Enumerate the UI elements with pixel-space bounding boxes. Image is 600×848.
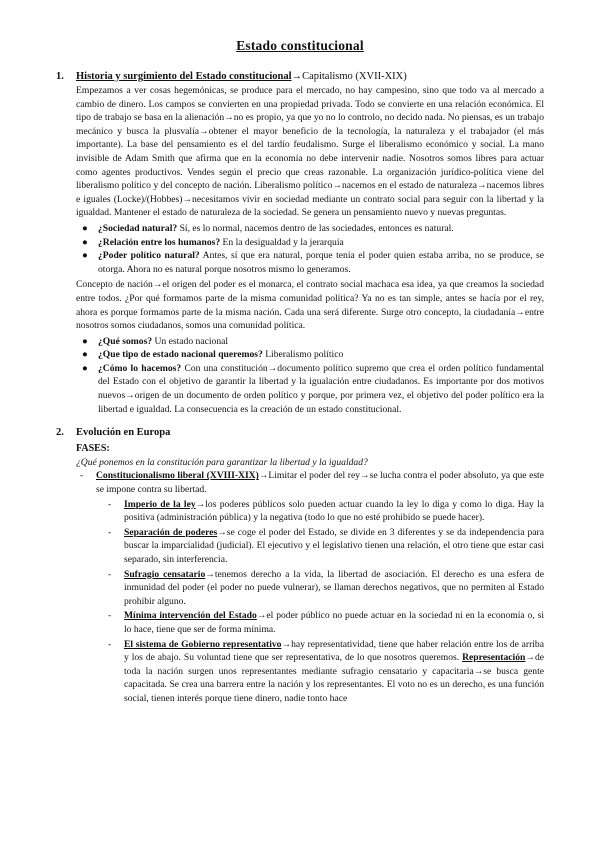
subitem-sufragio-censatario: - Sufragio censatario→tenemos derecho a la vida, la libertad de asociación. El derecho es una esfera de inmunidad del poder (el poder no puede vulnerar), se llaman derechos negativos, que no permiten al Estado prohibir alguno. (108, 568, 544, 607)
section-1-number: 1. (56, 71, 64, 82)
dash-marker: - (108, 568, 112, 580)
section-2-heading (56, 426, 544, 440)
section-1-title-tail: →Capitalismo (XVII-XIX) (291, 71, 407, 82)
section-1-heading (56, 70, 544, 84)
bullet-icon: ● (82, 349, 88, 361)
list-item: ● ¿Cómo lo hacemos? Con una constitución→documento político supremo que crea el orden político fundamental del Estado con el objetivo de garantir la libertad y la igualación entre ciudadanos. Es importante por dos motivos nuevos→origen de un documento de orden político y porque, por primera vez, el objetivo del poder político era la libertad e igualdad. La consecuencia es la creación de un estado constitucional. (82, 362, 544, 415)
dash-marker: - (108, 638, 112, 650)
list-item: ● ¿Qué somos? Un estado nacional (82, 335, 229, 347)
bullet-icon: ● (82, 222, 88, 234)
bullet-icon: ● (82, 250, 88, 262)
section-2-number: 2. (56, 427, 64, 439)
bullet-icon: ● (82, 362, 88, 374)
subitem-imperio-ley: - Imperio de la ley→los poderes públicos solo pueden actuar cuando la ley lo diga y como lo diga. Hay la positiva (administración pública) y la negativa (todo lo que no esté prohibido se puede hacer). (108, 498, 544, 524)
bullet-icon: ● (82, 335, 88, 347)
list-item: ● ¿Poder político natural? Antes, sí que era natural, porque tenía el poder quien estaba arriba, no se produce, se otorga. Ahora no es natural porque nosotros mismo lo generamos. (82, 250, 544, 275)
phase-item-liberal: - Constitucionalismo liberal (XVIII-XIX)→Limitar el poder del rey→se lucha contra el poder absoluto, ya que este se impone contra su libertad. (80, 470, 544, 496)
subitem-minima-intervencion: - Mínima intervención del Estado→el poder público no puede actuar en la sociedad ni en la economía o, si lo hace, tiene que ser de forma mínima. (108, 610, 544, 635)
section-2-title: Evolución en Europa (76, 427, 171, 439)
section-2-question: ¿Qué ponemos en la constitución para garantizar la libertad y la igualdad? (76, 456, 368, 468)
dash-marker: - (108, 526, 112, 538)
list-item: ● ¿Que tipo de estado nacional queremos? Liberalismo político (82, 349, 344, 361)
dash-marker: - (108, 610, 112, 622)
fases-label: FASES: (76, 443, 110, 455)
section-1-bullet-list-2 (76, 335, 544, 417)
document-title: Estado constitucional (236, 38, 364, 53)
section-1-bullet-list-1 (76, 222, 544, 276)
section-1-paragraph-2: Concepto de nación→el origen del poder es el monarca, el contrato social machaca esa idea, ya que creamos la sociedad entre todos. ¿Por qué formamos parte de la misma comunidad política? Ya no es tan simple, antes se hacía por el rey, ahora es porque formamos parte de la misma nación. Cada una será diferente. Surge otro concepto, la ciudadanía→entre nosotros somos ciudadanos, somos una comunidad política. (76, 279, 544, 332)
list-item: ● ¿Relación entre los humanos? En la desigualdad y la jerarquía (82, 236, 344, 248)
dash-marker: - (108, 498, 112, 510)
list-item: ● ¿Sociedad natural? Sí, es lo normal, nacemos dentro de las sociedades, entonces es natural. (82, 222, 454, 234)
bullet-icon: ● (82, 236, 88, 248)
dash-marker: - (80, 470, 84, 482)
subitem-gobierno-representativo: - El sistema de Gobierno representativo→hay representatividad, tiene que haber relación entre los de arriba y los de abajo. Su voluntad tiene que ser representativa, de lo que nosotros queremos. Representación→de toda la nación surgen unos representantes mediante sufragio censatario y capacitaria→se busca gente capacitada. Se crea una barrera entre la nación y los representantes. El voto no es un derecho, es una función social, tienen interés porque tiene dinero, nadie tonto hace (108, 638, 544, 704)
section-1-paragraph-1: Empezamos a ver cosas hegemónicas, se produce para el mercado, no hay campesino, sino que todo va al mercado a cambio de dinero. Los campos se convierten en una propiedad privada. Todo se convierte en una relación económica. El tipo de trabajo se basa en la alienación→no es propio, ya que yo no lo controlo, no decido nada. No piensas, es un trabajo mecánico y busca la plusvalía→obtener el mayor beneficio de la tecnología, la naturaleza y el trabajador (el más importante). La base del pensamiento es el del tardío feudalismo. Surge el liberalismo económico y social. La mano invisible de Adam Smith que afirma que en la economía no debe intervenir nadie. Nosotros somos libres para actuar como agentes productivos. Vendes según el precio que creas razonable. La organización jurídico-política viene del liberalismo político y del concepto de nación. Liberalismo político→nacemos en el estado de naturaleza→nacemos libres e iguales (Locke)/(Hobbes)→necesitamos vivir en sociedad mediante un contrato social para seguir con la libertad y la igualdad. Mantener el estado de naturaleza de la sociedad. Se genera un pensamiento nuevo y nuevas preguntas. (76, 85, 544, 219)
section-1-title: Historia y surgimiento del Estado constitucional (76, 71, 292, 82)
subitem-separacion-poderes: - Separación de poderes→se coge el poder del Estado, se divide en 3 diferentes y se da independencia para buscar la imparcialidad (judicial). El ejecutivo y el legislativo tienen una relación, el otro tiene que estar casi separado, sin interferencia. (108, 526, 544, 565)
